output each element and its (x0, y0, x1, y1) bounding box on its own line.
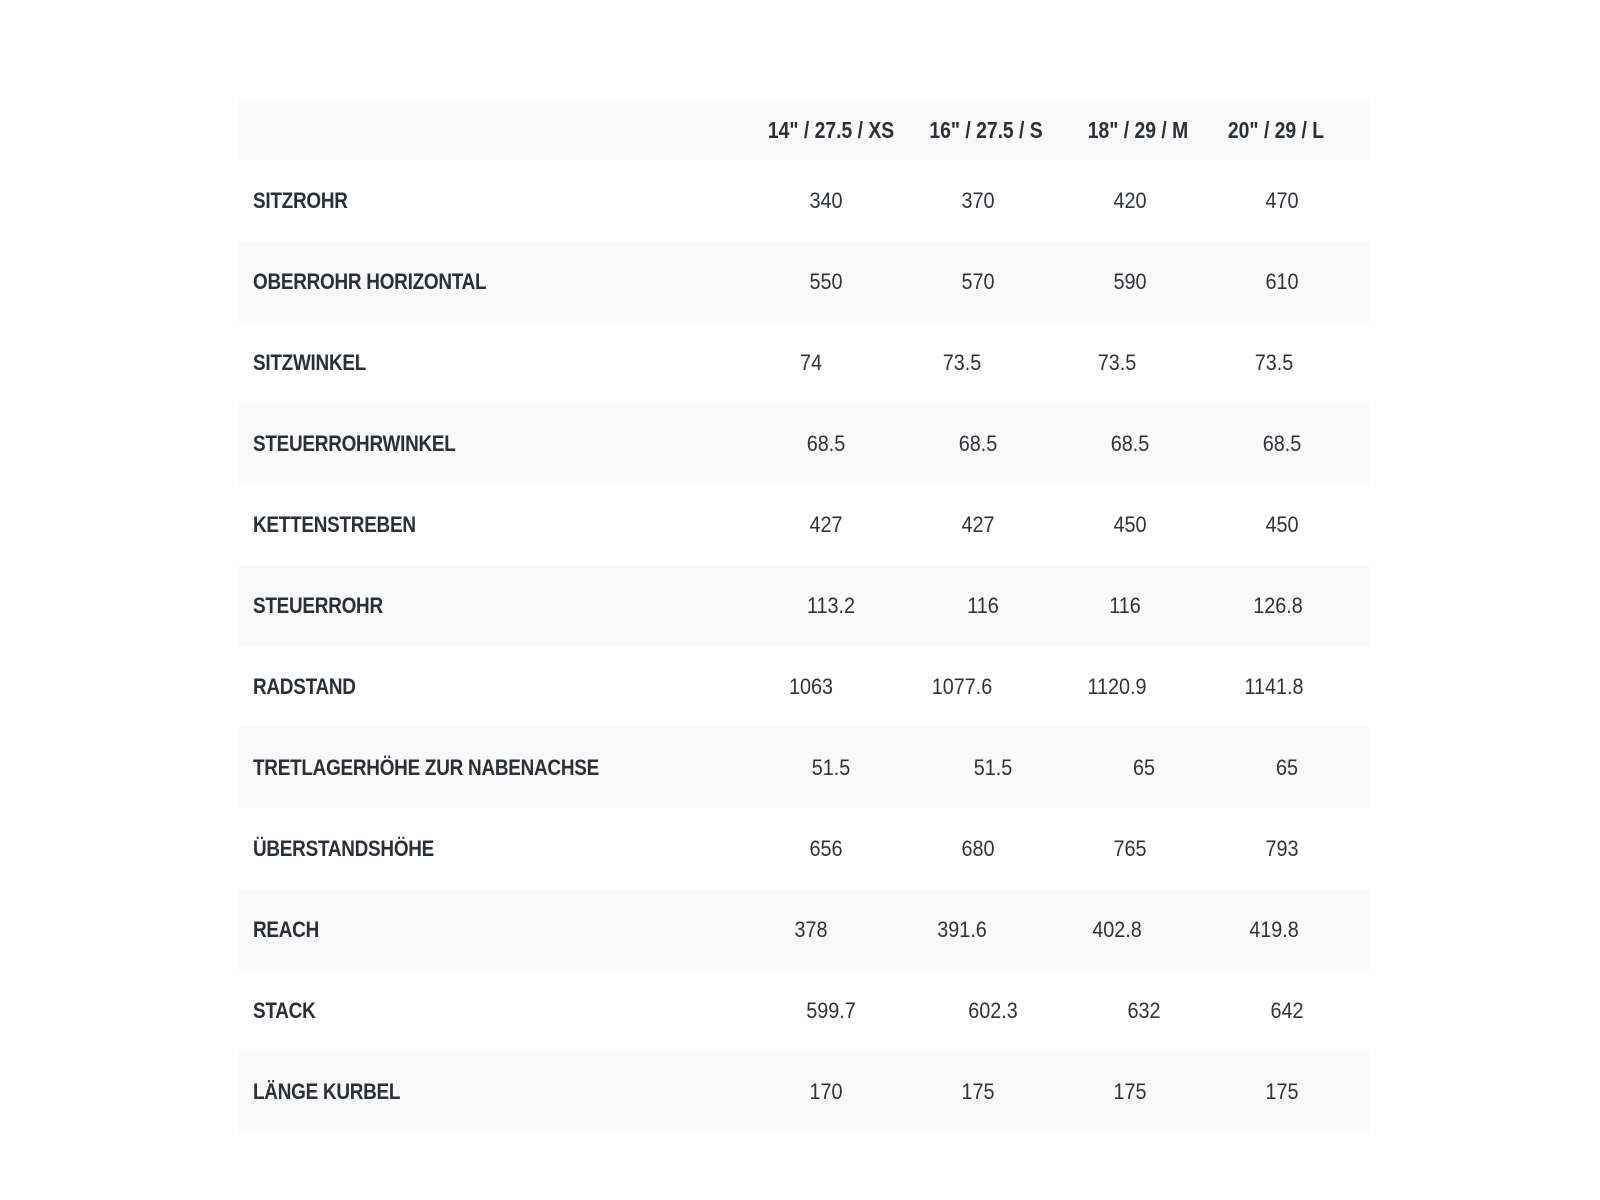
table-cell: 1120.9 (1087, 673, 1147, 699)
table-row (238, 727, 1370, 808)
table-cell: 73.5 (1254, 349, 1294, 375)
table-cell: 68.5 (1110, 430, 1150, 456)
table-cell: 370 (961, 187, 995, 213)
column-header: 16" / 27.5 / S (929, 116, 1043, 143)
table-cell: 419.8 (1249, 916, 1299, 942)
table-cell: 1077.6 (931, 673, 993, 699)
table-cell: 391.6 (937, 916, 987, 942)
table-header-row (238, 100, 1370, 160)
row-label: STACK (253, 997, 316, 1023)
table-cell: 402.8 (1092, 916, 1142, 942)
table-cell: 175 (1113, 1078, 1147, 1104)
table-row (238, 646, 1370, 727)
table-cell: 340 (809, 187, 843, 213)
row-label: RADSTAND (253, 673, 356, 699)
table-cell: 73.5 (1097, 349, 1137, 375)
table-cell: 73.5 (942, 349, 982, 375)
row-label: LÄNGE KURBEL (253, 1078, 401, 1104)
table-cell: 599.7 (806, 997, 856, 1023)
table-cell: 378 (794, 916, 828, 942)
table-cell: 765 (1113, 835, 1147, 861)
table-cell: 656 (809, 835, 843, 861)
table-cell: 175 (1265, 1078, 1299, 1104)
row-label: SITZWINKEL (253, 349, 367, 375)
table-row (238, 160, 1370, 241)
table-row (238, 565, 1370, 646)
table-cell: 590 (1113, 268, 1147, 294)
row-label: KETTENSTREBEN (253, 511, 416, 537)
geometry-table (238, 100, 1370, 1132)
row-label: REACH (253, 916, 319, 942)
row-label: OBERROHR HORIZONTAL (253, 268, 487, 294)
table-cell: 170 (809, 1078, 843, 1104)
column-header: 18" / 29 / M (1087, 116, 1189, 143)
table-row (238, 808, 1370, 889)
table-cell: 68.5 (958, 430, 998, 456)
table-row (238, 241, 1370, 322)
table-cell: 450 (1113, 511, 1147, 537)
row-label: ÜBERSTANDSHÖHE (253, 835, 435, 861)
table-cell: 642 (1270, 997, 1304, 1023)
table-cell: 51.5 (973, 754, 1013, 780)
table-cell: 550 (809, 268, 843, 294)
table-row (238, 889, 1370, 970)
row-label: STEUERROHR (253, 592, 383, 618)
table-cell: 74 (799, 349, 823, 375)
row-label: STEUERROHRWINKEL (253, 430, 456, 456)
table-cell: 68.5 (806, 430, 846, 456)
table-row (238, 403, 1370, 484)
table-cell: 126.8 (1253, 592, 1303, 618)
table-row (238, 1051, 1370, 1132)
table-cell: 427 (961, 511, 995, 537)
table-cell: 65 (1275, 754, 1299, 780)
table-cell: 680 (961, 835, 995, 861)
table-cell: 420 (1113, 187, 1147, 213)
table-cell: 116 (1109, 592, 1141, 618)
table-cell: 65 (1132, 754, 1156, 780)
table-cell: 632 (1127, 997, 1161, 1023)
table-row (238, 484, 1370, 565)
table-cell: 427 (809, 511, 843, 537)
table-cell: 470 (1265, 187, 1299, 213)
table-cell: 116 (967, 592, 999, 618)
column-header: 20" / 29 / L (1227, 116, 1325, 143)
table-row (238, 322, 1370, 403)
table-cell: 1063 (788, 673, 834, 699)
row-label: SITZROHR (253, 187, 348, 213)
table-cell: 1141.8 (1244, 673, 1304, 699)
table-cell: 610 (1265, 268, 1299, 294)
table-cell: 570 (961, 268, 995, 294)
column-header: 14" / 27.5 / XS (767, 116, 895, 143)
table-cell: 450 (1265, 511, 1299, 537)
table-cell: 602.3 (968, 997, 1018, 1023)
table-cell: 113.2 (806, 592, 856, 618)
table-cell: 68.5 (1262, 430, 1302, 456)
table-cell: 793 (1265, 835, 1299, 861)
table-cell: 51.5 (811, 754, 851, 780)
table-cell: 175 (961, 1078, 995, 1104)
row-label: TRETLAGERHÖHE ZUR NABENACHSE (253, 754, 599, 780)
table-row (238, 970, 1370, 1051)
